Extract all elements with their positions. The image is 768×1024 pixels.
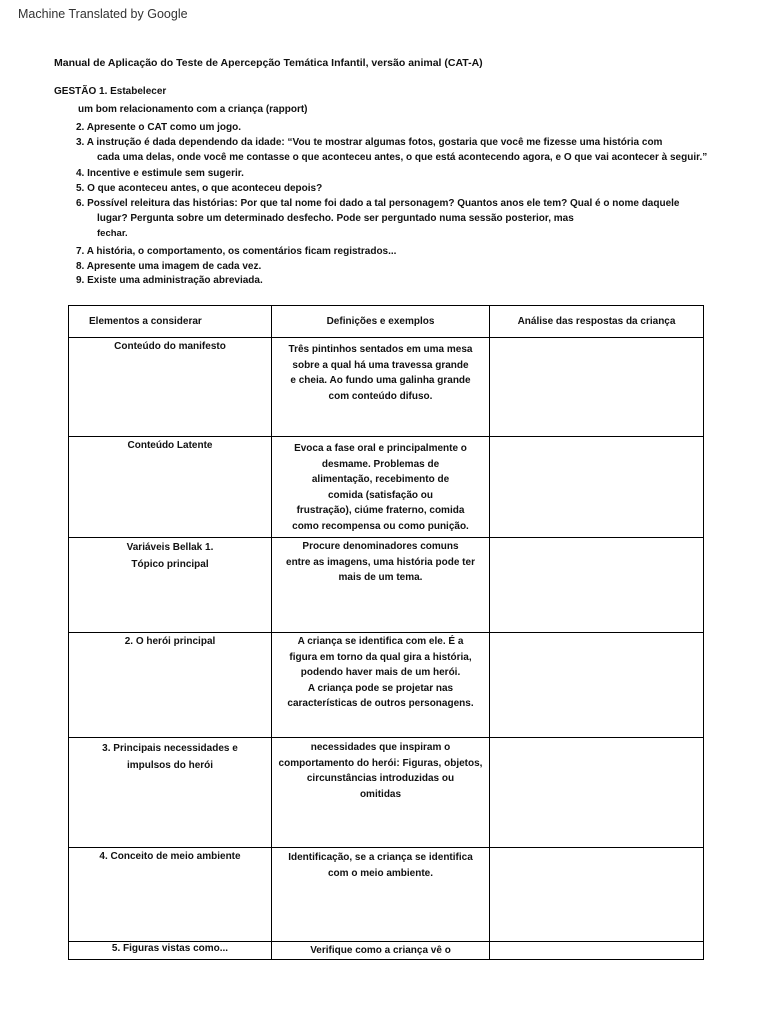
element-cell xyxy=(69,633,272,738)
element-label: Variáveis Bellak 1. Tópico principal xyxy=(126,542,214,570)
definition-text: Verifique como a criança vê o xyxy=(310,945,451,956)
element-label: Conteúdo Latente xyxy=(127,440,213,451)
instructions-heading: GESTÃO 1. Estabelecer xyxy=(54,86,167,97)
instruction-item-9: 9. Existe uma administração abreviada. xyxy=(76,275,263,286)
analysis-cell[interactable] xyxy=(490,942,704,960)
analysis-cell[interactable] xyxy=(490,633,704,738)
definition-cell xyxy=(272,338,490,437)
table-header-row xyxy=(69,306,704,338)
header-analysis: Análise das respostas da criança xyxy=(490,306,704,338)
analysis-cell[interactable] xyxy=(490,338,704,437)
element-cell xyxy=(69,738,272,848)
definition-cell xyxy=(272,738,490,848)
table-row xyxy=(69,942,704,960)
element-cell xyxy=(69,942,272,960)
table-row xyxy=(69,538,704,633)
instruction-rapport: um bom relacionamento com a criança (rapport) xyxy=(78,104,308,115)
definition-text: Identificação, se a criança se identifica com o meio ambiente. xyxy=(288,852,473,879)
element-cell xyxy=(69,437,272,538)
definition-text: Três pintinhos sentados em uma mesa sobre a qual há uma travessa grande e cheia. Ao fundo uma galinha grande com conteúdo difuso. xyxy=(288,344,473,402)
table-row xyxy=(69,738,704,848)
header-definitions: Definições e exemplos xyxy=(272,306,490,338)
definition-text: necessidades que inspiram o comportamento do herói: Figuras, objetos, circunstâncias introduzidas ou omitidas xyxy=(278,742,483,800)
definition-cell xyxy=(272,942,490,960)
definition-cell xyxy=(272,437,490,538)
element-label: Conteúdo do manifesto xyxy=(114,341,226,352)
definition-cell xyxy=(272,848,490,942)
instruction-item-3-line1: 3. A instrução é dada dependendo da idade: “Vou te mostrar algumas fotos, gostaria que você me fizesse uma história com xyxy=(76,137,663,148)
table-row xyxy=(69,338,704,437)
element-label: 3. Principais necessidades e impulsos do herói xyxy=(102,743,238,771)
element-label: 5. Figuras vistas como... xyxy=(111,943,229,954)
definition-cell xyxy=(272,633,490,738)
element-cell xyxy=(69,538,272,633)
element-cell xyxy=(69,338,272,437)
machine-translation-banner: Machine Translated by Google xyxy=(18,7,188,21)
instruction-item-7: 7. A história, o comportamento, os comentários ficam registrados... xyxy=(76,246,397,257)
instruction-item-3-line2: cada uma delas, onde você me contasse o que aconteceu antes, o que está acontecendo agora, e O que vai acontecer à seguir.” xyxy=(97,152,708,163)
element-cell xyxy=(69,848,272,942)
analysis-cell[interactable] xyxy=(490,738,704,848)
header-elements: Elementos a considerar xyxy=(69,306,272,338)
analysis-cell[interactable] xyxy=(490,538,704,633)
instruction-item-6-line2: lugar? Pergunta sobre um determinado desfecho. Pode ser perguntado numa sessão posterior, mas xyxy=(97,213,574,224)
definition-cell xyxy=(272,538,490,633)
instruction-item-6-line1: 6. Possível releitura das histórias: Por que tal nome foi dado a tal personagem? Quantos anos ele tem? Qual é o nome daquele xyxy=(76,198,680,209)
definition-text: Evoca a fase oral e principalmente o desmame. Problemas de alimentação, recebimento de comida (satisfação ou frustração), ciúme fraterno, comida como recompensa ou como punição. xyxy=(292,443,469,532)
analysis-cell[interactable] xyxy=(490,437,704,538)
instruction-item-2: 2. Apresente o CAT como um jogo. xyxy=(76,122,242,133)
table-row xyxy=(69,437,704,538)
document-title: Manual de Aplicação do Teste de Apercepção Temática Infantil, versão animal (CAT-A) xyxy=(54,57,483,69)
definition-text: Procure denominadores comuns entre as imagens, uma história pode ter mais de um tema. xyxy=(286,541,475,583)
instruction-item-6-line3: fechar. xyxy=(97,228,128,239)
analysis-table xyxy=(68,305,704,960)
instruction-item-5: 5. O que aconteceu antes, o que aconteceu depois? xyxy=(76,183,323,194)
instruction-item-4: 4. Incentive e estimule sem sugerir. xyxy=(76,168,244,179)
element-label: 4. Conceito de meio ambiente xyxy=(99,851,241,862)
table-row xyxy=(69,633,704,738)
element-label: 2. O herói principal xyxy=(124,636,216,647)
analysis-cell[interactable] xyxy=(490,848,704,942)
table-row xyxy=(69,848,704,942)
definition-text: A criança se identifica com ele. É a figura em torno da qual gira a história, podendo haver mais de um herói. A criança pode se projetar nas características de outros personagens. xyxy=(287,636,474,709)
instruction-item-8: 8. Apresente uma imagem de cada vez. xyxy=(76,261,262,272)
